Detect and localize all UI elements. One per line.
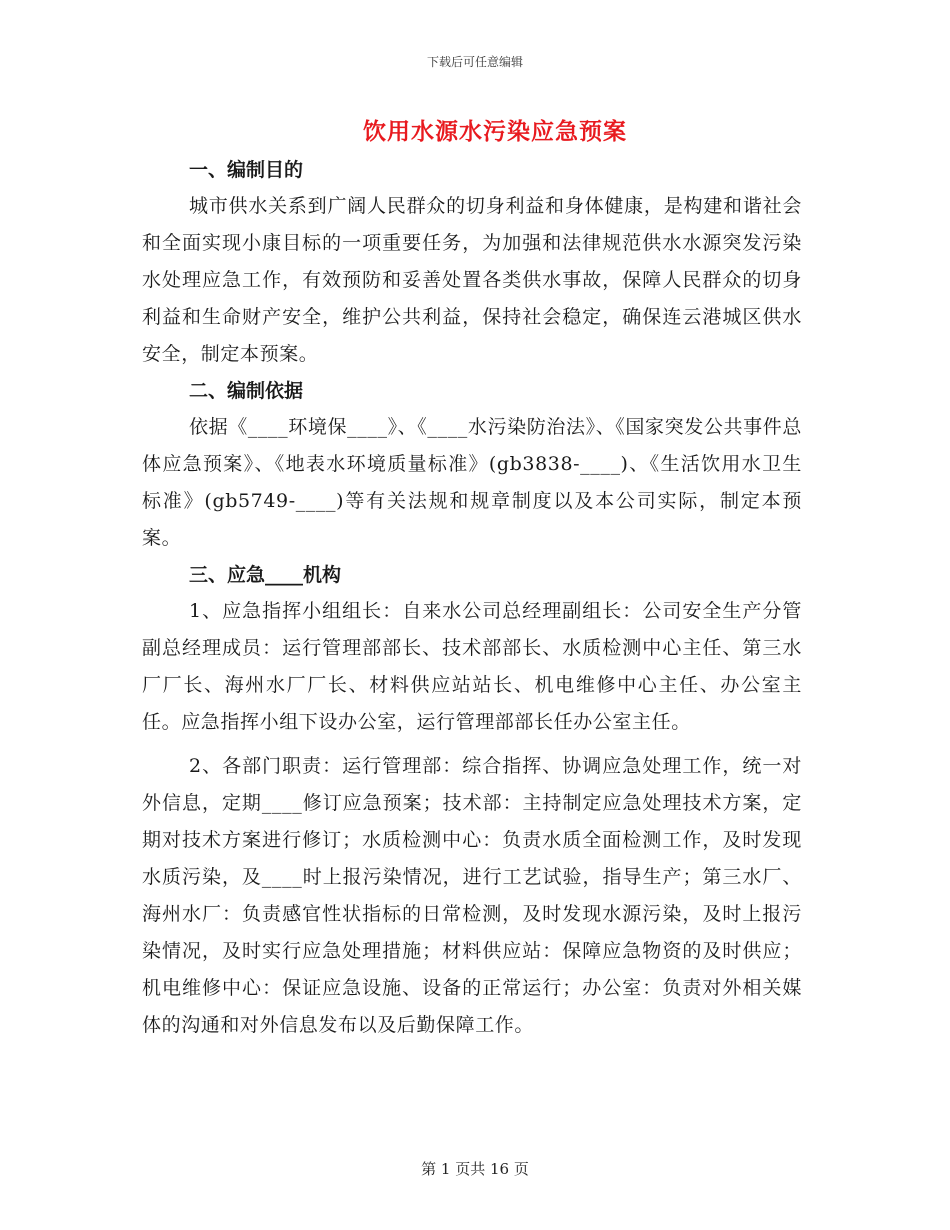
document-title: 饮用水源水污染应急预案 (363, 118, 627, 145)
paragraph: 2、各部门职责：运行管理部：综合指挥、协调应急处理工作，统一对外信息，定期____修订应急预案；技术部：主持制定应急处理技术方案，定期对技术方案进行修订；水质检测中心：负责水质全面检测工作，及时发现水质污染，及____时上报污染情况，进行工艺试验，指导生产；第三水厂、海州水厂：负责感官性状指标的日常检测，及时发现水源污染，及时上报污染情况，及时实行应急处理措施；材料供应站：保障应急物资的及时供应；机电维修中心：保证应急设施、设备的正常运行；办公室：负责对外相关媒体的沟通和对外信息发布以及后勤保障工作。 (142, 755, 802, 1036)
section-heading: 三、应急____机构 (189, 564, 342, 586)
paragraph: 城市供水关系到广阔人民群众的切身利益和身体健康，是构建和谐社会和全面实现小康目标的一项重要任务，为加强和法律规范供水水源突发污染水处理应急工作，有效预防和妥善处置各类供水事故，保障人民群众的切身利益和生命财产安全，维护公共利益，保持社会稳定，确保连云港城区供水安全，制定本预案。 (142, 195, 802, 365)
paragraph: 1、应急指挥小组组长：自来水公司总经理副组长：公司安全生产分管副总经理成员：运行管理部部长、技术部部长、水质检测中心主任、第三水厂厂长、海州水厂厂长、材料供应站站长、机电维修中心主任、办公室主任。应急指挥小组下设办公室，运行管理部部长任办公室主任。 (142, 600, 802, 733)
section-heading: 一、编制目的 (189, 159, 304, 181)
document-body (142, 152, 802, 1044)
section-basis (142, 373, 802, 557)
page-footer: 第 1 页共 16 页 (421, 1160, 529, 1178)
section-purpose (142, 152, 802, 373)
header-note: 下载后可任意编辑 (426, 55, 523, 69)
section-heading: 二、编制依据 (189, 380, 304, 402)
section-organization (142, 557, 802, 1044)
paragraph: 依据《____环境保____》、《____水污染防治法》、《国家突发公共事件总体应急预案》、《地表水环境质量标准》(gb3838-____)、《生活饮用水卫生标准》(gb5749-____)等有关法规和规章制度以及本公司实际，制定本预案。 (142, 416, 802, 549)
